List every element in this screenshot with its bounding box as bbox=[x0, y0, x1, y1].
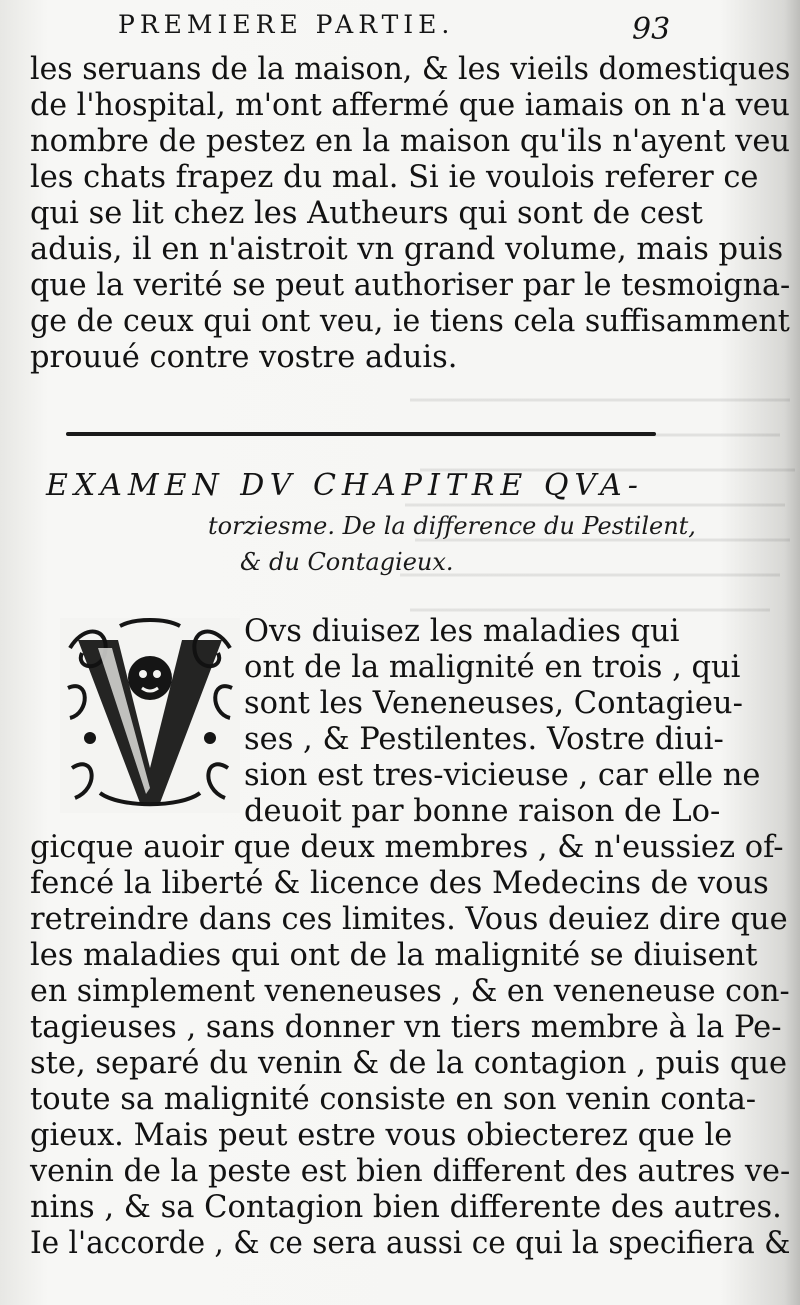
text-line: nombre de pestez en la maison qu'ils n'ayent veu bbox=[30, 124, 790, 159]
text-line: Ie l'accorde , & ce sera aussi ce qui la specifiera & bbox=[30, 1226, 791, 1261]
text-line: les chats frapez du mal. Si ie voulois referer ce bbox=[30, 160, 759, 195]
text-line: que la verité se peut authoriser par le tesmoigna- bbox=[30, 268, 791, 303]
text-line: aduis, il en n'aistroit vn grand volume, mais puis bbox=[30, 232, 784, 267]
show-through-texture bbox=[400, 380, 800, 630]
text-line: gicque auoir que deux membres , & n'eussiez of- bbox=[30, 830, 784, 865]
text-line: deuoit par bonne raison de Lo- bbox=[244, 794, 721, 829]
text-line: fencé la liberté & licence des Medecins de vous bbox=[30, 866, 769, 901]
text-line: ste, separé du venin & de la contagion , puis que bbox=[30, 1046, 788, 1081]
text-line: ge de ceux qui ont veu, ie tiens cela suffisamment bbox=[30, 304, 790, 339]
text-line: sont les Veneneuses, Contagieu- bbox=[244, 686, 743, 721]
text-line: sion est tres-vicieuse , car elle ne bbox=[244, 758, 761, 793]
text-line: qui se lit chez les Autheurs qui sont de cest bbox=[30, 196, 703, 231]
text-line: de l'hospital, m'ont affermé que iamais on n'a veu bbox=[30, 88, 790, 123]
section-subheading: torziesme. De la difference du Pestilent, bbox=[208, 512, 696, 540]
page-header bbox=[0, 8, 800, 48]
text-line: tagieuses , sans donner vn tiers membre à la Pe- bbox=[30, 1010, 782, 1045]
running-head: PREMIERE PARTIE. bbox=[118, 10, 455, 39]
text-line: en simplement veneneuses , & en veneneuse con- bbox=[30, 974, 790, 1009]
text-line: gieux. Mais peut estre vous obiecterez que le bbox=[30, 1118, 733, 1153]
text-line: nins , & sa Contagion bien differente des autres. bbox=[30, 1190, 782, 1225]
text-line: ont de la malignité en trois , qui bbox=[244, 650, 741, 685]
page-number: 93 bbox=[632, 12, 671, 47]
text-line: retreindre dans ces limites. Vous deuiez dire que bbox=[30, 902, 788, 937]
section-divider bbox=[66, 432, 656, 436]
text-line: les maladies qui ont de la malignité se diuisent bbox=[30, 938, 758, 973]
text-line: ses , & Pestilentes. Vostre diui- bbox=[244, 722, 724, 757]
section-heading: EXAMEN DV CHAPITRE QVA- bbox=[46, 468, 644, 503]
text-line: les seruans de la maison, & les vieils domestiques bbox=[30, 52, 791, 87]
text-line: venin de la peste est bien different des autres ve- bbox=[30, 1154, 791, 1189]
text-line: Ovs diuisez les maladies qui bbox=[244, 614, 680, 649]
ornate-initial-v-icon bbox=[60, 618, 240, 813]
section-subheading: & du Contagieux. bbox=[240, 548, 454, 576]
text-line: toute sa malignité consiste en son venin conta- bbox=[30, 1082, 757, 1117]
text-line: prouué contre vostre aduis. bbox=[30, 340, 458, 375]
